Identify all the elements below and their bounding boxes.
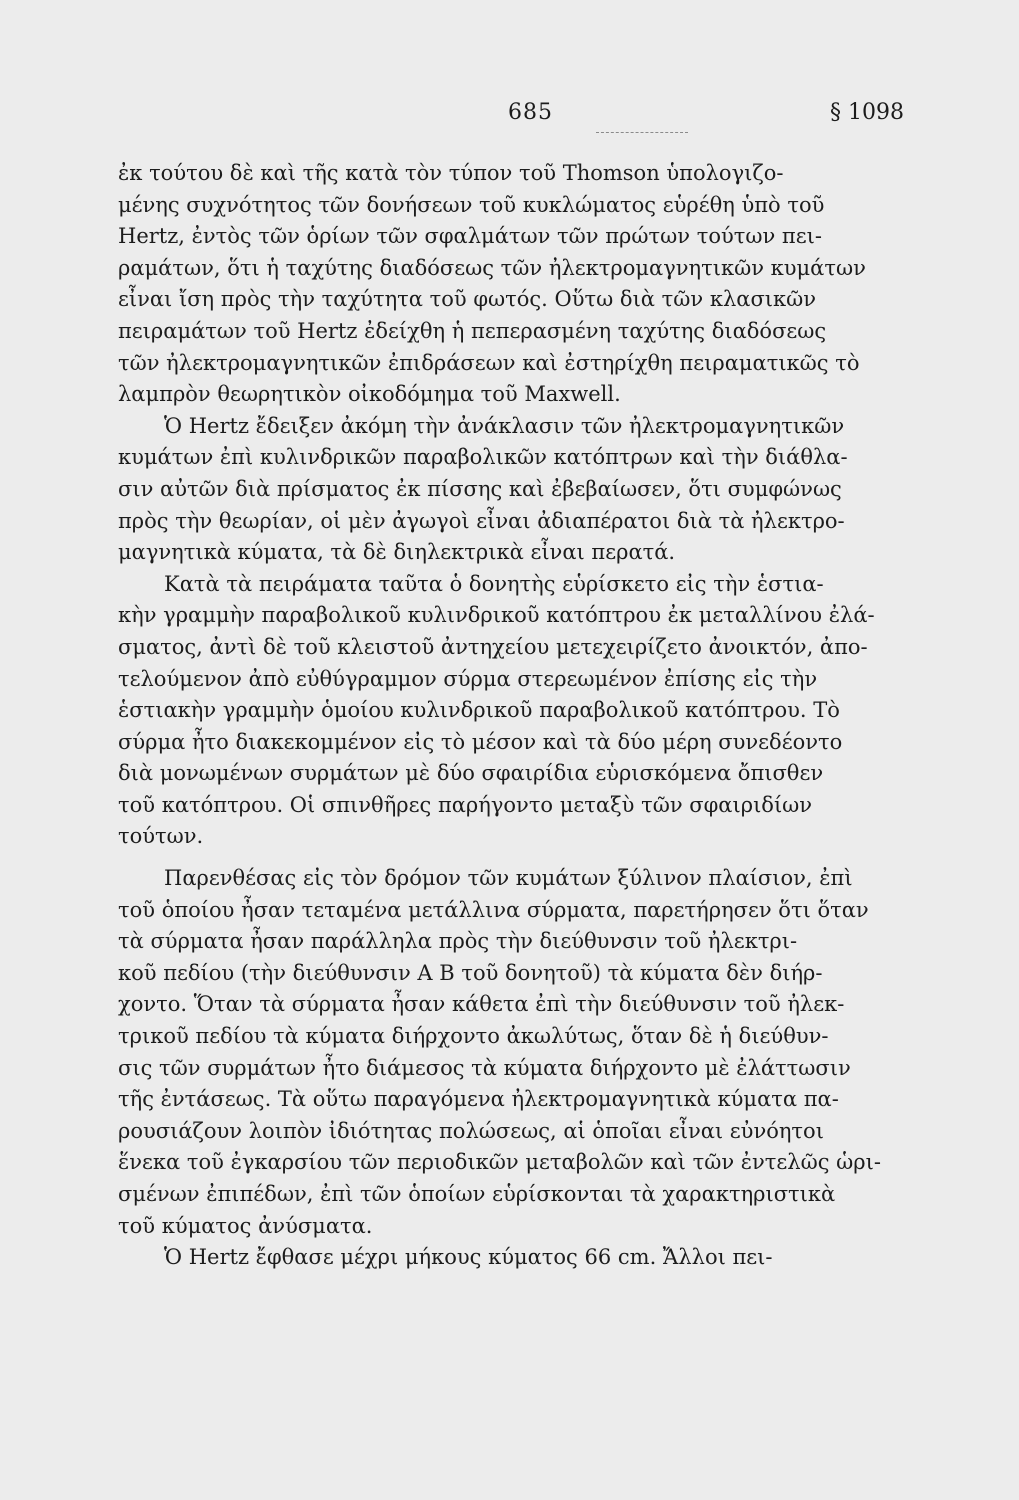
section-number: § 1098 xyxy=(830,100,904,125)
page-header xyxy=(118,100,918,140)
paragraph-3: Κατὰ τὰ πειράματα ταῦτα ὁ δονητὴς εὑρίσκετο εἰς τὴν ἑστια- κὴν γραμμὴν παραβολικοῦ κυλινδρικοῦ κατόπτρου ἐκ μεταλλίνου ἐλά- σματος, ἀντὶ δὲ τοῦ κλειστοῦ ἀντηχείου μετεχειρίζετο ἀνοικτόν, ἀπο- τελούμενον ἀπὸ εὐθύγραμμον σύρμα στερεωμένον ἐπίσης εἰς τὴν ἑστιακὴν γραμμὴν ὁμοίου κυλινδρικοῦ παραβολικοῦ κατόπτρου. Τὸ σύρμα ἦτο διακεκομμένον εἰς τὸ μέσον καὶ τὰ δύο μέρη συνεδέοντο διὰ μονωμένων συρμάτων μὲ δύο σφαιρίδια εὑρισκόμενα ὄπισθεν τοῦ κατόπτρου. Οἱ σπινθῆρες παρήγοντο μεταξὺ τῶν σφαιριδίων τούτων. xyxy=(118,571,875,849)
paragraph-1: ἐκ τούτου δὲ καὶ τῆς κατὰ τὸν τύπον τοῦ Thomson ὑπολογιζο- μένης συχνότητος τῶν δονήσεων τοῦ κυκλώματος εὑρέθη ὑπὸ τοῦ Hertz, ἐντὸς τῶν ὁρίων τῶν σφαλμάτων τῶν πρώτων τούτων πει- ραμάτων, ὅτι ἡ ταχύτης διαδόσεως τῶν ἠλεκτρομαγνητικῶν κυμάτων εἶναι ἴση πρὸς τὴν ταχύτητα τοῦ φωτός. Οὕτω διὰ τῶν κλασικῶν πειραμάτων τοῦ Hertz ἐδείχθη ἡ πεπερασμένη ταχύτης διαδόσεως τῶν ἠλεκτρομαγνητικῶν ἐπιδράσεων καὶ ἐστηρίχθη πειραματικῶς τὸ λαμπρὸν θεωρητικὸν οἰκοδόμημα τοῦ Maxwell. xyxy=(118,161,866,407)
header-rule xyxy=(596,132,688,133)
body-text xyxy=(118,158,921,1274)
paragraph-4: Παρενθέσας εἰς τὸν δρόμον τῶν κυμάτων ξύλινον πλαίσιον, ἐπὶ τοῦ ὁποίου ἦσαν τεταμένα μετάλλινα σύρματα, παρετήρησεν ὅτι ὅταν τὰ σύρματα ἦσαν παράλληλα πρὸς τὴν διεύθυνσιν τοῦ ἠλεκτρι- κοῦ πεδίου (τὴν διεύθυνσιν A B τοῦ δονητοῦ) τὰ κύματα δὲν διήρ- χοντο. Ὅταν τὰ σύρματα ἦσαν κάθετα ἐπὶ τὴν διεύθυνσιν τοῦ ἠλεκ- τρικοῦ πεδίου τὰ κύματα διήρχοντο ἀκωλύτως, ὅταν δὲ ἡ διεύθυν- σις τῶν συρμάτων ἦτο διάμεσος τὰ κύματα διήρχοντο μὲ ἐλάττωσιν τῆς ἐντάσεως. Τὰ οὕτω παραγόμενα ἠλεκτρομαγνητικὰ κύματα πα- ρουσιάζουν λοιπὸν ἰδιότητας πολώσεως, αἱ ὁποῖαι εἶναι εὐνόητοι ἕνεκα τοῦ ἐγκαρσίου τῶν περιοδικῶν μεταβολῶν καὶ τῶν ἐντελῶς ὡρι- σμένων ἐπιπέδων, ἐπὶ τῶν ὁποίων εὑρίσκονται τὰ χαρακτηριστικὰ τοῦ κύματος ἀνύσματα. xyxy=(118,866,881,1238)
paragraph-2: Ὁ Hertz ἔδειξεν ἀκόμη τὴν ἀνάκλασιν τῶν ἠλεκτρομαγνητικῶν κυμάτων ἐπὶ κυλινδρικῶν παραβολικῶν κατόπτρων καὶ τὴν διάθλα- σιν αὐτῶν διὰ πρίσματος ἐκ πίσσης καὶ ἐβεβαίωσεν, ὅτι συμφώνως πρὸς τὴν θεωρίαν, οἱ μὲν ἀγωγοὶ εἶναι ἀδιαπέρατοι διὰ τὰ ἠλεκτρο- μαγνητικὰ κύματα, τὰ δὲ διηλεκτρικὰ εἶναι περατά. xyxy=(118,413,848,565)
page-number: 685 xyxy=(508,100,553,125)
paragraph-5: Ὁ Hertz ἔφθασε μέχρι μήκους κύματος 66 cm. Ἄλλοι πει- xyxy=(164,1245,773,1270)
